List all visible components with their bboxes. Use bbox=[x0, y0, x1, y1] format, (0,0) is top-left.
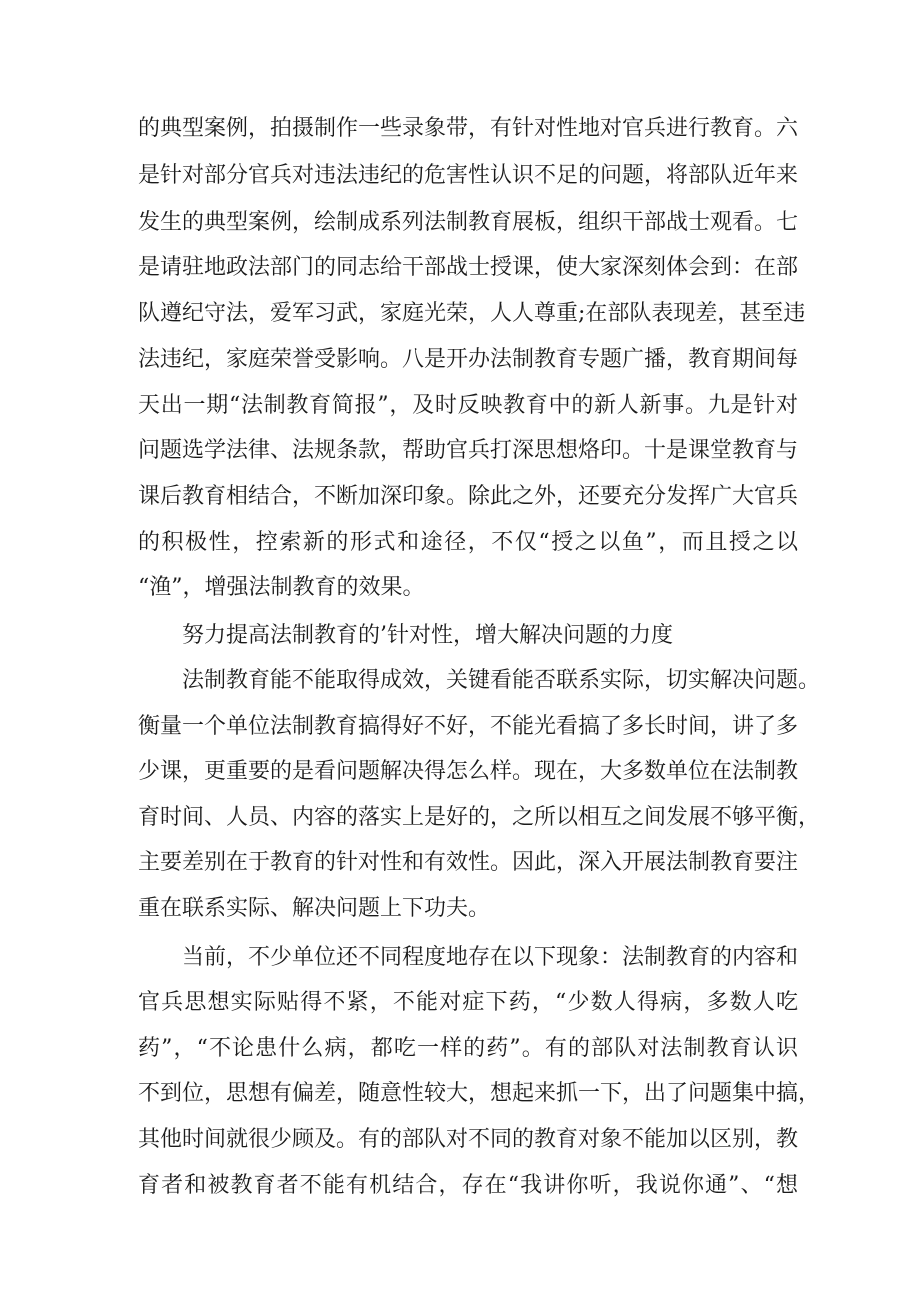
text-line: “渔”，增强法制教育的效果。 bbox=[138, 575, 425, 600]
text-line: 衡量一个单位法制教育搞得好不好，不能光看搞了多长时间，讲了多 bbox=[138, 714, 799, 739]
text-line: 天出一期“法制教育简报”，及时反映教育中的新人新事。九是针对 bbox=[138, 393, 798, 418]
section-heading: 努力提高法制教育的’针对性，增大解决问题的力度 bbox=[182, 623, 673, 648]
text-line: 药”，“不论患什么病，都吃一样的药”。有的部队对法制教育认识 bbox=[138, 1036, 798, 1061]
text-line: 队遵纪守法，爱军习武，家庭光荣，人人尊重;在部队表现差，甚至违 bbox=[138, 301, 806, 326]
text-line: 重在联系实际、解决问题上下功夫。 bbox=[138, 896, 491, 921]
text-line: 其他时间就很少顾及。有的部队对不同的教育对象不能加以区别，教 bbox=[138, 1127, 799, 1152]
text-line: 课后教育相结合，不断加深印象。除此之外，还要充分发挥广大官兵 bbox=[138, 484, 799, 509]
text-line: 官兵思想实际贴得不紧，不能对症下药，“少数人得病，多数人吃 bbox=[138, 990, 798, 1015]
text-line: 少课，更重要的是看问题解决得怎么样。现在，大多数单位在法制教 bbox=[138, 759, 799, 784]
text-line: 法违纪，家庭荣誉受影响。八是开办法制教育专题广播，教育期间每 bbox=[138, 347, 799, 372]
text-line: 是请驻地政法部门的同志给干部战士授课，使大家深刻体会到：在部 bbox=[138, 255, 799, 280]
text-line: 的积极性，控索新的形式和途径，不仅“授之以鱼”，而且授之以 bbox=[138, 530, 798, 555]
text-line: 问题选学法律、法规条款，帮助官兵打深思想烙印。十是课堂教育与 bbox=[138, 438, 799, 463]
text-line: 育时间、人员、内容的落实上是好的，之所以相互之间发展不够平衡， bbox=[138, 805, 821, 830]
text-line: 是针对部分官兵对违法违纪的危害性认识不足的问题，将部队近年来 bbox=[138, 163, 799, 188]
text-line: 当前，不少单位还不同程度地存在以下现象：法制教育的内容和 bbox=[182, 945, 799, 970]
text-line: 育者和被教育者不能有机结合，存在“我讲你听，我说你通”、“想 bbox=[138, 1173, 798, 1198]
text-line: 发生的典型案例，绘制成系列法制教育展板，组织干部战士观看。七 bbox=[138, 210, 799, 235]
text-line: 的典型案例，拍摄制作一些录象带，有针对性地对官兵进行教育。六 bbox=[138, 116, 799, 141]
text-line: 不到位，思想有偏差，随意性较大，想起来抓一下，出了问题集中搞， bbox=[138, 1081, 821, 1106]
text-line: 主要差别在于教育的针对性和有效性。因此，深入开展法制教育要注 bbox=[138, 850, 799, 875]
text-line: 法制教育能不能取得成效，关键看能否联系实际，切实解决问题。 bbox=[182, 668, 821, 693]
